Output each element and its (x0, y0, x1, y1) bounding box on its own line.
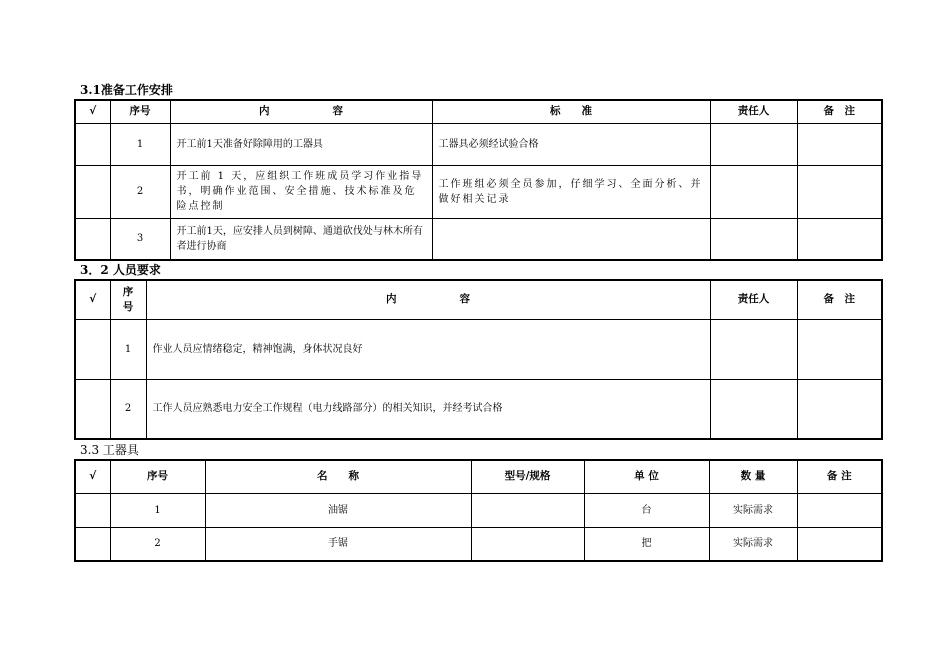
remark-header: 备 注 (797, 100, 882, 123)
seq-cell: 2 (110, 379, 146, 439)
tools-table (74, 459, 883, 562)
remark-cell[interactable] (797, 123, 882, 165)
responsible-cell[interactable] (710, 218, 797, 260)
name-cell: 手锯 (205, 527, 471, 561)
table-row (75, 218, 882, 260)
seq-cell: 1 (110, 123, 170, 165)
table-row (75, 493, 882, 527)
check-cell[interactable] (75, 379, 110, 439)
table-row (75, 165, 882, 218)
unit-cell: 台 (584, 493, 709, 527)
personnel-table (74, 279, 883, 440)
content-cell: 开工前1天，应安排人员到树障、通道砍伐处与林木所有者进行协商 (170, 218, 432, 260)
table-header-row (75, 280, 882, 319)
content-cell: 工作人员应熟悉电力安全工作规程（电力线路部分）的相关知识，并经考试合格 (146, 379, 710, 439)
seq-cell: 2 (110, 527, 205, 561)
content-cell: 开工前1天准备好除障用的工器具 (170, 123, 432, 165)
responsible-cell[interactable] (710, 319, 797, 379)
remark-cell[interactable] (797, 493, 882, 527)
name-header: 名 称 (205, 460, 471, 493)
check-cell[interactable] (75, 527, 110, 561)
responsible-header: 责任人 (710, 100, 797, 123)
check-cell[interactable] (75, 493, 110, 527)
responsible-cell[interactable] (710, 123, 797, 165)
content-header: 内 容 (146, 280, 710, 319)
section1-title: 3.1准备工作安排 (80, 83, 173, 97)
seq-header: 序号 (110, 280, 146, 319)
quantity-header: 数 量 (709, 460, 797, 493)
remark-header: 备 注 (797, 460, 882, 493)
table-row (75, 527, 882, 561)
standard-cell: 工作班组必须全员参加，仔细学习、全面分析、并做好相关记录 (432, 165, 710, 218)
remark-cell[interactable] (797, 527, 882, 561)
responsible-header: 责任人 (710, 280, 797, 319)
preparation-table (74, 99, 883, 261)
content-cell: 作业人员应情绪稳定，精神饱满，身体状况良好 (146, 319, 710, 379)
check-header: √ (75, 100, 110, 123)
table-header-row (75, 100, 882, 123)
section2-title: 3．2 人员要求 (80, 263, 161, 277)
seq-header: 序号 (110, 460, 205, 493)
name-cell: 油锯 (205, 493, 471, 527)
remark-cell[interactable] (797, 165, 882, 218)
seq-cell: 3 (110, 218, 170, 260)
remark-cell[interactable] (797, 379, 882, 439)
remark-header: 备 注 (797, 280, 882, 319)
model-cell[interactable] (471, 493, 584, 527)
table-row (75, 379, 882, 439)
content-cell: 开工前 1 天，应组织工作班成员学习作业指导书，明确作业范围、安全措施、技术标准及危险点控制 (170, 165, 432, 218)
seq-header: 序号 (110, 100, 170, 123)
quantity-cell: 实际需求 (709, 527, 797, 561)
table-row (75, 123, 882, 165)
standard-cell (432, 218, 710, 260)
remark-cell[interactable] (797, 218, 882, 260)
standard-header: 标 准 (432, 100, 710, 123)
content-header: 内 容 (170, 100, 432, 123)
responsible-cell[interactable] (710, 379, 797, 439)
responsible-cell[interactable] (710, 165, 797, 218)
check-cell[interactable] (75, 218, 110, 260)
check-cell[interactable] (75, 165, 110, 218)
seq-cell: 2 (110, 165, 170, 218)
seq-cell: 1 (110, 493, 205, 527)
check-cell[interactable] (75, 319, 110, 379)
check-header: √ (75, 460, 110, 493)
model-header: 型号/规格 (471, 460, 584, 493)
table-header-row (75, 460, 882, 493)
unit-header: 单 位 (584, 460, 709, 493)
unit-cell: 把 (584, 527, 709, 561)
check-cell[interactable] (75, 123, 110, 165)
seq-cell: 1 (110, 319, 146, 379)
table-row (75, 319, 882, 379)
standard-cell: 工器具必须经试验合格 (432, 123, 710, 165)
remark-cell[interactable] (797, 319, 882, 379)
model-cell[interactable] (471, 527, 584, 561)
quantity-cell: 实际需求 (709, 493, 797, 527)
check-header: √ (75, 280, 110, 319)
section3-title: 3.3 工器具 (80, 443, 139, 457)
